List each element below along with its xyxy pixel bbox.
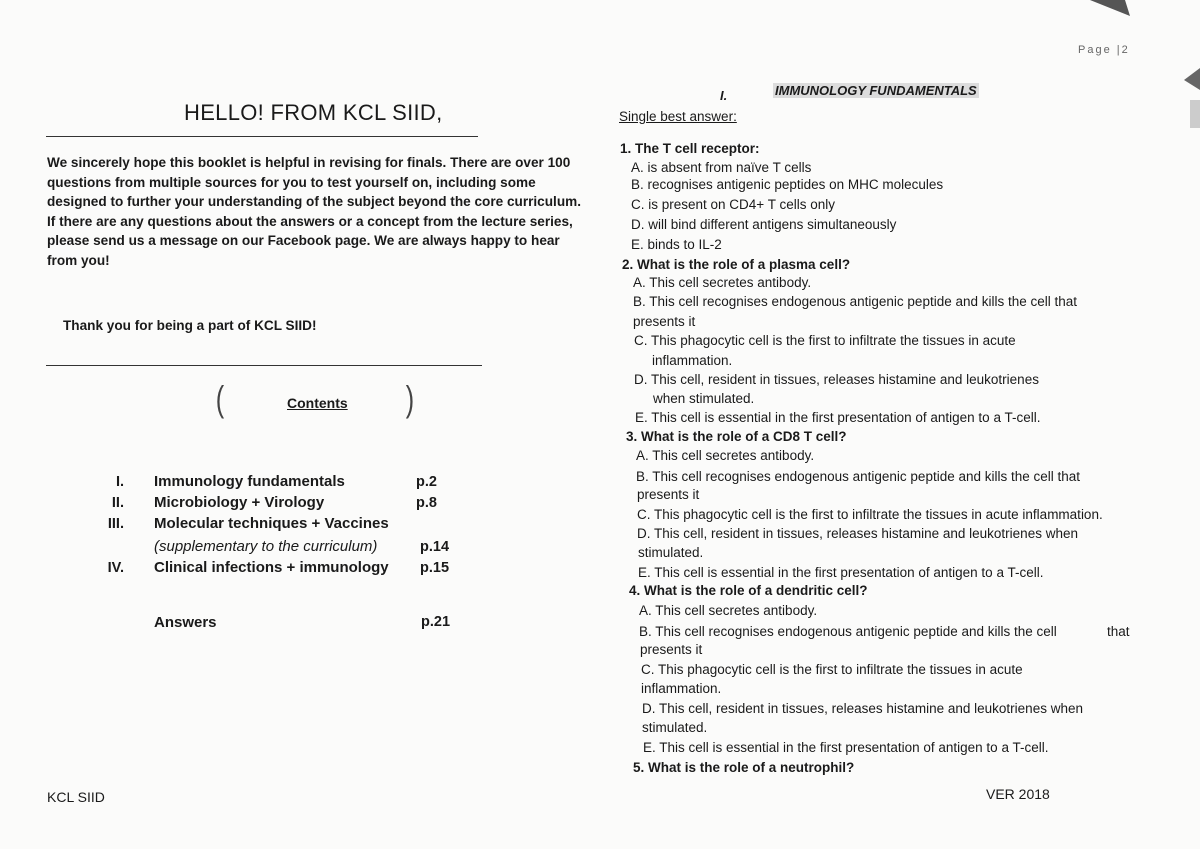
page-title: HELLO! FROM KCL SIID,: [184, 100, 443, 125]
answer-option: stimulated.: [642, 720, 708, 735]
question: 5. What is the role of a neutrophil?: [633, 760, 855, 775]
toc-page: p.14: [420, 539, 450, 555]
toc-item-answers[interactable]: Answers: [154, 614, 217, 631]
answer-option: B. This cell recognises endogenous antigenic peptide and kills the cell that: [633, 294, 1078, 309]
answer-option: E. This cell is essential in the first presentation of antigen to a T-cell.: [643, 740, 1049, 755]
answer-option: E. This cell is essential in the first presentation of antigen to a T-cell.: [635, 410, 1041, 425]
answer-option: stimulated.: [638, 545, 704, 560]
footer-right: VER 2018: [986, 786, 1050, 802]
question: 1. The T cell receptor:: [620, 141, 760, 156]
answer-option: inflammation.: [641, 681, 722, 696]
contents-heading: Contents: [287, 395, 348, 411]
question: 3. What is the role of a CD8 T cell?: [626, 429, 847, 444]
open-bracket-icon: (: [215, 378, 225, 419]
toc-number: I.: [115, 474, 124, 490]
answer-option: B. recognises antigenic peptides on MHC molecules: [631, 177, 944, 192]
thanks-text: Thank you for being a part of KCL SIID!: [63, 318, 317, 333]
section-title: IMMUNOLOGY FUNDAMENTALS: [775, 83, 977, 98]
answer-option: C. This phagocytic cell is the first to infiltrate the tissues in acute: [634, 333, 1016, 348]
answer-option: D. This cell, resident in tissues, releases histamine and leukotrienes when: [637, 526, 1078, 541]
answer-option: presents it: [640, 642, 703, 657]
toc-item-molecular[interactable]: Molecular techniques + Vaccines: [154, 515, 389, 532]
answer-option: C. is present on CD4+ T cells only: [631, 197, 835, 212]
thanks-divider: [46, 365, 482, 366]
answer-option: D. This cell, resident in tissues, releases histamine and leukotrienes: [634, 372, 1039, 387]
answer-option: E. binds to IL-2: [631, 237, 722, 252]
close-bracket-icon: ): [405, 378, 415, 419]
answer-option: A. This cell secretes antibody.: [633, 275, 812, 290]
answer-option: presents it: [633, 314, 696, 329]
page-corner-top-right: [1040, 0, 1200, 20]
footer-left: KCL SIID: [47, 789, 105, 805]
page-number: Page |2: [1078, 44, 1130, 56]
answer-option: when stimulated.: [653, 391, 755, 406]
question: 2. What is the role of a plasma cell?: [622, 257, 851, 272]
toc-page: p.2: [416, 474, 437, 490]
answer-option: E. This cell is essential in the first presentation of antigen to a T-cell.: [638, 565, 1044, 580]
question: 4. What is the role of a dendritic cell?: [629, 583, 868, 598]
toc-number: II.: [111, 495, 124, 511]
answer-option: A. is absent from naïve T cells: [631, 160, 812, 175]
section-number: I.: [720, 88, 728, 103]
answer-option: presents it: [637, 487, 700, 502]
toc-number: III.: [107, 516, 124, 532]
answer-option: A. This cell secretes antibody.: [639, 603, 818, 618]
answer-option: C. This phagocytic cell is the first to infiltrate the tissues in acute inflammation.: [637, 507, 1103, 522]
answer-option: B. This cell recognises endogenous antigenic peptide and kills the cell: [639, 624, 1057, 639]
toc-page: p.15: [420, 560, 450, 576]
toc-page: p.8: [416, 495, 437, 511]
sba-heading: Single best answer:: [619, 109, 737, 124]
title-divider: [46, 136, 478, 137]
answer-option: D. This cell, resident in tissues, releases histamine and leukotrienes when: [642, 701, 1083, 716]
answer-option: D. will bind different antigens simultaneously: [631, 217, 897, 232]
answer-option: inflammation.: [652, 353, 733, 368]
page-corner-right-edge: [1180, 60, 1200, 130]
answer-option: C. This phagocytic cell is the first to infiltrate the tissues in acute: [641, 662, 1023, 677]
toc-page: p.21: [421, 614, 451, 630]
toc-number: IV.: [107, 560, 124, 576]
answer-option: B. This cell recognises endogenous antigenic peptide and kills the cell that: [636, 469, 1081, 484]
intro-paragraph: We sincerely hope this booklet is helpful in revising for finals. There are over 100 questions from multiple sources for you to test yourself on, including some designed to further your understanding of the subject beyond the core curriculum. If there are any questions about the answers or a concept from the lecture series, please send us a message on our Facebook page. We are always happy to hear from you!: [47, 155, 581, 268]
answer-option: that: [1107, 624, 1130, 639]
toc-item-subtitle: (supplementary to the curriculum): [154, 538, 378, 555]
answer-option: A. This cell secretes antibody.: [636, 448, 815, 463]
toc-item-immunology[interactable]: Immunology fundamentals: [154, 473, 345, 490]
toc-item-clinical[interactable]: Clinical infections + immunology: [154, 559, 389, 576]
toc-item-microbiology[interactable]: Microbiology + Virology: [154, 494, 325, 511]
